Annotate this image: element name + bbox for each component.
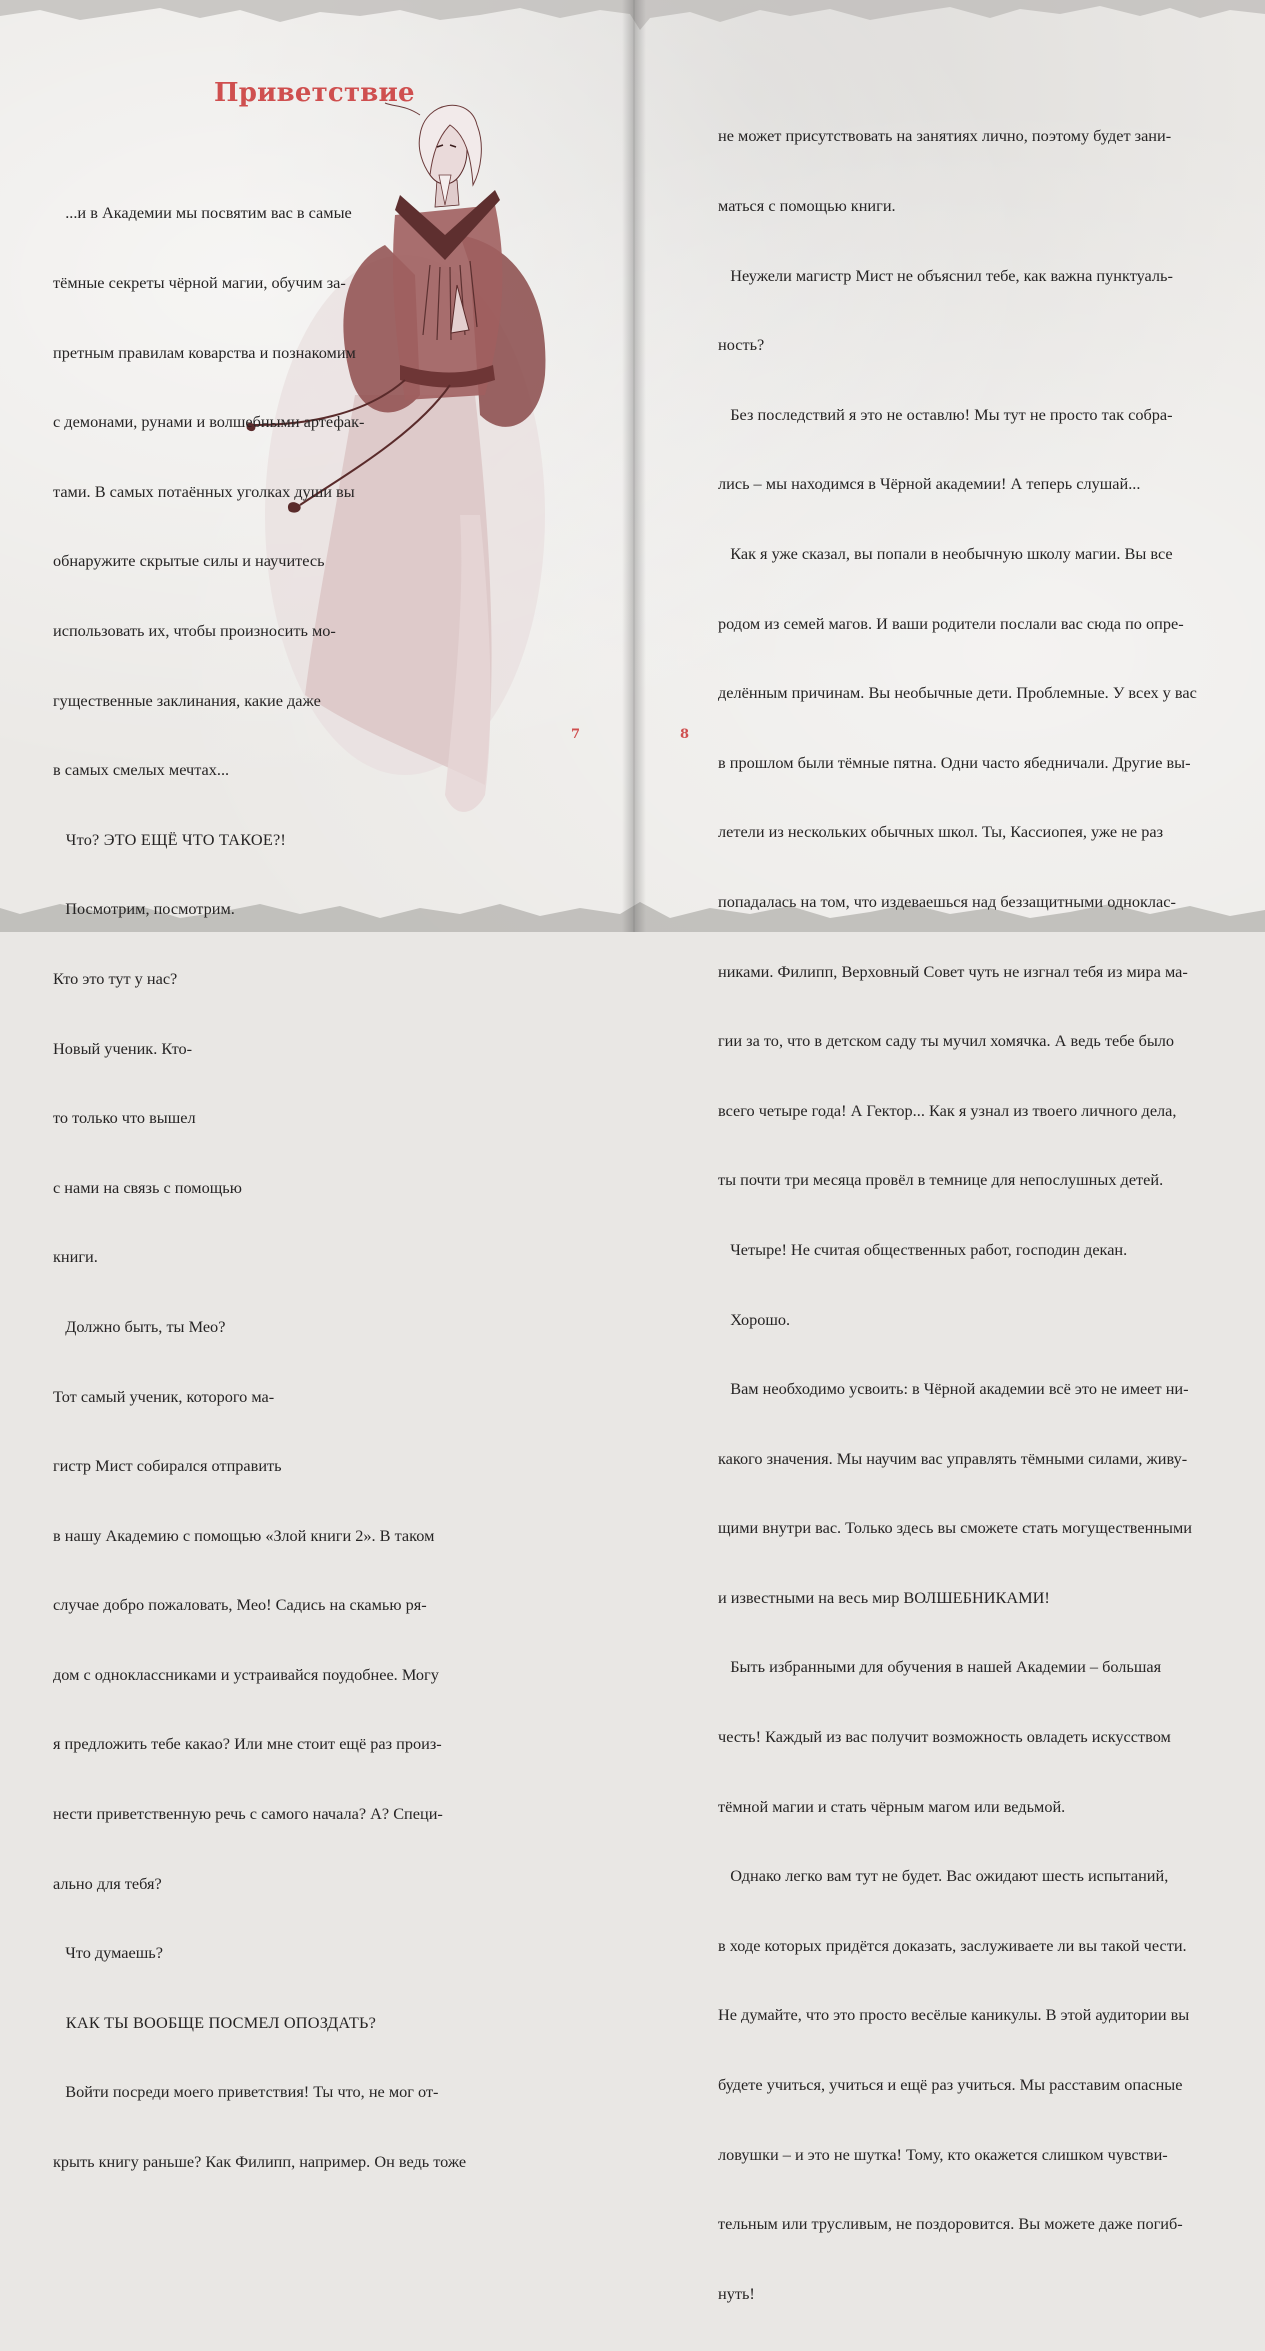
text-line: Вам необходимо усвоить: в Чёрной академии всё это не имеет ни- — [718, 1379, 1189, 1399]
text-line: крыть книгу раньше? Как Филипп, например. Он ведь тоже — [53, 2152, 467, 2172]
text-line: дом с одноклассниками и устраивайся поудобнее. Могу — [53, 1664, 439, 1684]
text-line: тёмной магии и стать чёрным магом или ведьмой. — [718, 1796, 1066, 1816]
text-line: попадалась на том, что издеваешься над беззащитными одноклас- — [718, 891, 1176, 911]
text-line: ально для тебя? — [53, 1873, 162, 1893]
page-number-right: 8 — [680, 727, 690, 742]
text-line: Посмотрим, посмотрим. — [53, 899, 235, 919]
text-line: с нами на связь с помощью — [53, 1177, 242, 1197]
text-line: Что думаешь? — [53, 1943, 163, 1963]
text-line: нести приветственную речь с самого начала? А? Специ- — [53, 1804, 443, 1824]
text-line: делённым причинам. Вы необычные дети. Проблемные. У всех у вас — [718, 683, 1197, 703]
text-line: Хорошо. — [718, 1309, 791, 1329]
text-line: Кто это тут у нас? — [53, 968, 178, 988]
text-line: тельным или трусливым, не поздоровится. Вы можете даже погиб- — [718, 2214, 1183, 2234]
text-line: маться с помощью книги. — [718, 196, 896, 215]
text-line: Тот самый ученик, которого ма- — [53, 1386, 275, 1406]
text-line: в самых смелых мечтах... — [53, 760, 230, 780]
text-line: гущественные заклинания, какие даже — [53, 690, 321, 710]
text-line: не может присутствовать на занятиях лично, поэтому будет зани- — [718, 126, 1172, 146]
text-line: Однако легко вам тут не будет. Вас ожидают шесть испытаний, — [718, 1866, 1169, 1886]
text-line: Должно быть, ты Мео? — [53, 1316, 226, 1336]
text-line: Не думайте, что это просто весёлые каникулы. В этой аудитории вы — [718, 2005, 1190, 2025]
text-line: никами. Филипп, Верховный Совет чуть не изгнал тебя из мира ма- — [718, 961, 1188, 981]
text-line: Без последствий я это не оставлю! Мы тут не просто так собра- — [718, 404, 1173, 424]
text-line: гии за то, что в детском саду ты мучил хомячка. А ведь тебе было — [718, 1031, 1175, 1051]
text-line: какого значения. Мы научим вас управлять тёмными силами, живу- — [718, 1448, 1188, 1468]
right-page-text — [718, 78, 1212, 2351]
text-line: лись – мы находимся в Чёрной академии! А теперь слушай... — [718, 474, 1141, 494]
text-line: нуть! — [718, 2283, 755, 2303]
left-page — [0, 0, 622, 2172]
book-gutter — [622, 0, 646, 932]
text-line: в прошлом были тёмные пятна. Одни часто ябедничали. Другие вы- — [718, 752, 1191, 772]
text-line: тёмные секреты чёрной магии, обучим за- — [53, 273, 346, 292]
text-line: родом из семей магов. И ваши родители послали вас сюда по опре- — [718, 613, 1184, 633]
text-line: Четыре! Не считая общественных работ, господин декан. — [718, 1239, 1128, 1259]
text-line: Неужели магистр Мист не объяснил тебе, как важна пунктуаль- — [718, 265, 1173, 285]
text-line: я предложить тебе какао? Или мне стоит ещё раз произ- — [53, 1734, 442, 1754]
text-line: ...и в Академии мы посвятим вас в самые — [53, 203, 352, 223]
text-line: честь! Каждый из вас получит возможность овладеть искусством — [718, 1727, 1171, 1747]
text-line: Что? ЭТО ЕЩЁ ЧТО ТАКОЕ?! — [53, 829, 287, 849]
text-line: Как я уже сказал, вы попали в необычную школу магии. Вы все — [718, 543, 1173, 563]
text-line: в нашу Академию с помощью «Злой книги 2». В таком — [53, 1525, 435, 1545]
text-line: случае добро пожаловать, Мео! Садись на скамью ря- — [53, 1595, 427, 1615]
text-line: Войти посреди моего приветствия! Ты что, не мог от- — [53, 2082, 439, 2102]
text-line: обнаружите скрытые силы и научитесь — [53, 551, 325, 571]
chapter-title: Приветствие — [214, 78, 415, 108]
text-line: то только что вышел — [53, 1108, 196, 1128]
text-line: ность? — [718, 335, 765, 355]
text-line: и известными на весь мир ВОЛШЕБНИКАМИ! — [718, 1587, 1050, 1607]
text-line: претным правилам коварства и познакомим — [53, 342, 356, 362]
page-number-left: 7 — [571, 727, 581, 742]
text-line: будете учиться, учиться и ещё раз учиться. Мы расставим опасные — [718, 2075, 1183, 2095]
text-line: КАК ТЫ ВООБЩЕ ПОСМЕЛ ОПОЗДАТЬ? — [53, 2012, 377, 2032]
text-line: всего четыре года! А Гектор... Как я узнал из твоего личного дела, — [718, 1100, 1177, 1120]
text-line: ты почти три месяца провёл в темнице для непослушных детей. — [718, 1170, 1164, 1190]
text-line: использовать их, чтобы произносить мо- — [53, 620, 336, 640]
text-line: Быть избранными для обучения в нашей Академии – большая — [718, 1657, 1162, 1677]
text-line: в ходе которых придётся доказать, заслуживаете ли вы такой чести. — [718, 1935, 1187, 1955]
text-line: тами. В самых потаённых уголках души вы — [53, 481, 355, 501]
text-line: книги. — [53, 1247, 98, 1267]
text-line: ловушки – и это не шутка! Тому, кто окажется слишком чувстви- — [718, 2144, 1168, 2164]
left-page-text — [53, 155, 493, 2220]
text-line: летели из нескольких обычных школ. Ты, Кассиопея, уже не раз — [718, 822, 1164, 842]
text-line: с демонами, рунами и волшебными артефак- — [53, 412, 365, 432]
text-line: щими внутри вас. Только здесь вы сможете стать могущественными — [718, 1518, 1193, 1538]
right-page — [646, 0, 1265, 2303]
text-line: Новый ученик. Кто- — [53, 1038, 193, 1058]
text-line: гистр Мист собирался отправить — [53, 1456, 282, 1476]
